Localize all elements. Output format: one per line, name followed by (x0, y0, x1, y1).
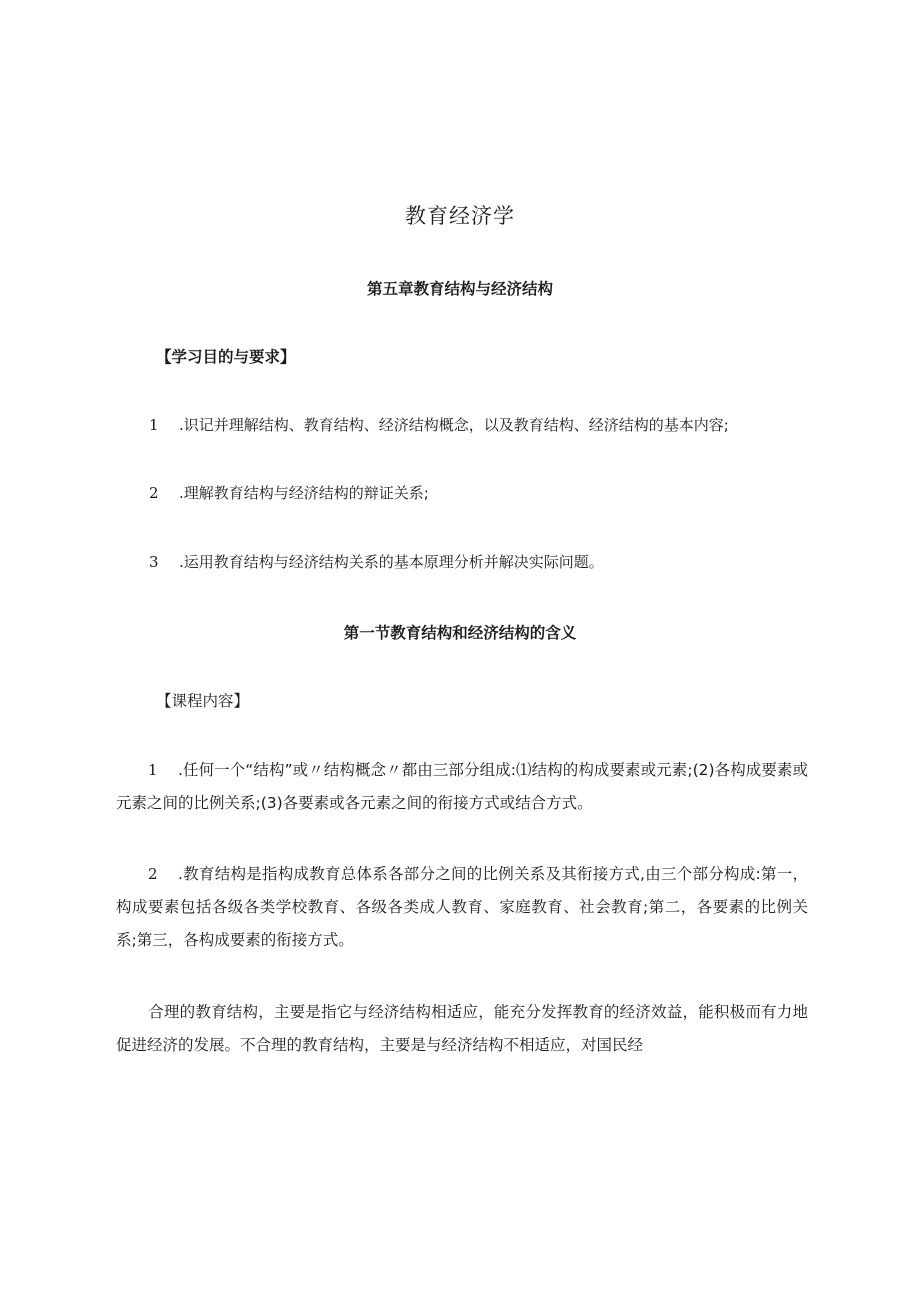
paragraph-text: .教育结构是指构成教育总体系各部分之间的比例关系及其衔接方式,由三个部分构成:第一，构成要素包括各级各类学校教育、各级各类成人教育、家庭教育、社会教育;第二，各要素的比例关系;第三，各构成要素的衔接方式。 (116, 865, 808, 949)
objective-text: .理解教育结构与经济结构的辩证关系; (179, 484, 429, 502)
course-content-heading: 【课程内容】 (156, 692, 250, 710)
chapter-title: 第五章教育结构与经济结构 (366, 280, 553, 298)
paragraph-number: 1 (148, 761, 158, 779)
objective-item (149, 414, 729, 435)
objective-text: .运用教育结构与经济结构关系的基本原理分析并解决实际问题。 (179, 553, 604, 571)
section-title: 第一节教育结构和经济结构的含义 (343, 624, 577, 642)
body-paragraph (116, 754, 808, 820)
objective-item (149, 482, 429, 503)
body-paragraph (116, 858, 808, 957)
objectives-heading: 【学习目的与要求】 (156, 348, 296, 366)
objective-number: 2 (149, 484, 159, 502)
paragraph-text: 合理的教育结构，主要是指它与经济结构相适应，能充分发挥教育的经济效益，能积极而有力地促进经济的发展。不合理的教育结构，主要是与经济结构不相适应，对国民经 (116, 1003, 808, 1054)
objective-text: .识记并理解结构、教育结构、经济结构概念，以及教育结构、经济结构的基本内容; (179, 416, 729, 434)
objective-item (149, 551, 604, 572)
objective-number: 1 (149, 416, 159, 434)
body-paragraph (116, 996, 808, 1062)
objective-number: 3 (149, 553, 159, 571)
paragraph-text: .任何一个“结构”或〃结构概念〃都由三部分组成:⑴结构的构成要素或元素;(2)各构成要素或元素之间的比例关系;(3)各要素或各元素之间的衔接方式或结合方式。 (116, 761, 808, 812)
paragraph-number: 2 (148, 865, 158, 883)
document-title: 教育经济学 (405, 204, 515, 228)
